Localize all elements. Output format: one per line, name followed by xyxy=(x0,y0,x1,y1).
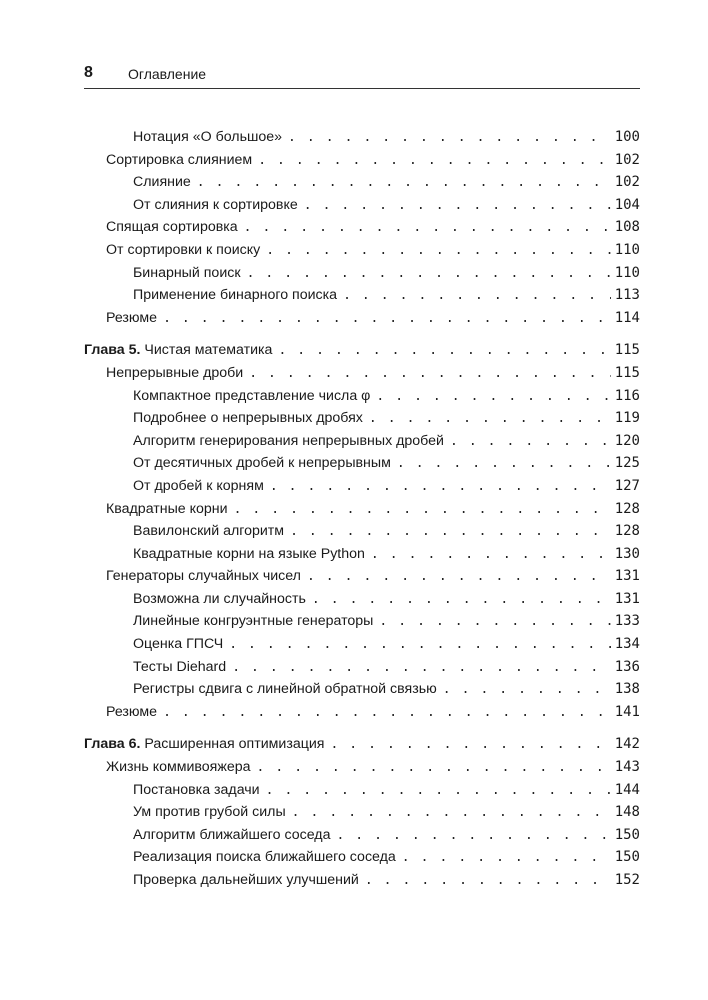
toc-page-number: 138 xyxy=(614,681,640,698)
toc-entry-label: Резюме xyxy=(106,703,158,720)
toc-page-number: 119 xyxy=(614,410,640,427)
toc-entry-label: Жизнь коммивояжера xyxy=(106,759,251,776)
toc-entry[interactable] xyxy=(84,362,640,385)
page-number: 8 xyxy=(84,64,93,81)
dot-leader xyxy=(290,521,611,544)
toc-page-number: 110 xyxy=(614,241,640,258)
toc-entry[interactable] xyxy=(84,678,640,701)
dot-leader xyxy=(379,611,610,634)
chapter-number: Глава 6. xyxy=(84,736,141,753)
toc-entry-title xyxy=(133,633,223,656)
toc-entry[interactable] xyxy=(84,779,640,802)
toc-entry[interactable] xyxy=(84,430,640,453)
toc-entry[interactable] xyxy=(84,846,640,869)
dot-leader xyxy=(258,150,611,173)
toc-page-number: 136 xyxy=(614,658,640,675)
toc-entry-title xyxy=(106,149,252,172)
toc-entry-label: От дробей к корням xyxy=(133,477,264,494)
toc-entry-label: Непрерывные дроби xyxy=(106,364,244,381)
toc-entry-label: Компактное представление числа φ xyxy=(133,387,371,404)
toc-entry-title xyxy=(133,824,330,847)
toc-entry[interactable] xyxy=(84,756,640,779)
toc-entry[interactable] xyxy=(84,520,640,543)
toc-page-number: 127 xyxy=(614,477,640,494)
toc-entry-label: Спящая сортировка xyxy=(106,219,238,236)
toc-page-number: 150 xyxy=(614,849,640,866)
toc-page-number: 144 xyxy=(614,781,640,798)
toc-entry-label: Резюме xyxy=(106,309,158,326)
toc-page-number: 115 xyxy=(614,342,640,359)
dot-leader xyxy=(288,127,611,150)
toc-entry[interactable] xyxy=(84,610,640,633)
toc-entry-title xyxy=(133,869,359,892)
dot-leader xyxy=(450,431,611,454)
dot-leader xyxy=(307,566,611,589)
toc-page-number: 150 xyxy=(614,826,640,843)
toc-page-number: 110 xyxy=(614,264,640,281)
toc-entry-title xyxy=(133,588,306,611)
toc-entry-label: Тесты Diehard xyxy=(133,658,227,675)
toc-entry[interactable] xyxy=(84,543,640,566)
toc-entry-label: От слияния к сортировке xyxy=(133,196,298,213)
toc-entry-title xyxy=(133,846,396,869)
toc-entry-label: Квадратные корни на языке Python xyxy=(133,545,365,562)
dot-leader xyxy=(197,172,611,195)
chapter-number: Глава 5. xyxy=(84,342,141,359)
toc-entry-label: Расширенная оптимизация xyxy=(144,736,325,753)
dot-leader xyxy=(312,589,611,612)
toc-page-number: 128 xyxy=(614,500,640,517)
toc-entry-label: Вавилонский алгоритм xyxy=(133,523,285,540)
toc-entry-title xyxy=(106,307,157,330)
toc-page-number: 141 xyxy=(614,703,640,720)
toc-entry[interactable] xyxy=(84,565,640,588)
dot-leader xyxy=(234,499,611,522)
toc-entry[interactable] xyxy=(84,701,640,724)
toc-entry-title xyxy=(133,801,286,824)
toc-entry-label: Постановка задачи xyxy=(133,781,260,798)
toc-entry[interactable] xyxy=(84,407,640,430)
toc-entry-title xyxy=(133,385,370,408)
toc-entry[interactable] xyxy=(84,307,640,330)
toc-entry-label: Реализация поиска ближайшего соседа xyxy=(133,849,396,866)
toc-entry-title xyxy=(133,126,282,149)
toc-entry[interactable] xyxy=(84,385,640,408)
toc-entry-label: Алгоритм генерирования непрерывных дробей xyxy=(133,432,444,449)
toc-page-number: 143 xyxy=(614,759,640,776)
toc-page-number: 133 xyxy=(614,613,640,630)
toc-page-number: 115 xyxy=(614,364,640,381)
toc-entry-title xyxy=(133,678,437,701)
dot-leader xyxy=(330,734,610,757)
toc-entry[interactable] xyxy=(84,149,640,172)
toc-page-number: 120 xyxy=(614,432,640,449)
toc-entry-label: От десятичных дробей к непрерывным xyxy=(133,455,391,472)
dot-leader xyxy=(304,195,611,218)
dot-leader xyxy=(278,340,610,363)
toc-entry[interactable] xyxy=(84,194,640,217)
toc-page-number: 113 xyxy=(614,287,640,304)
toc-entry[interactable] xyxy=(84,801,640,824)
dot-leader xyxy=(270,476,611,499)
toc-entry[interactable] xyxy=(84,475,640,498)
toc-entry-title xyxy=(84,339,272,362)
toc-entry[interactable] xyxy=(84,656,640,679)
running-title: Оглавление xyxy=(128,66,207,82)
toc-entry-title xyxy=(133,543,365,566)
toc-entry[interactable] xyxy=(84,126,640,149)
toc-entry-label: От сортировки к поиску xyxy=(106,241,261,258)
dot-leader xyxy=(229,634,611,657)
toc-entry-label: Линейные конгруэнтные генераторы xyxy=(133,613,374,630)
dot-leader xyxy=(402,847,611,870)
toc-entry-title xyxy=(133,171,191,194)
toc-page-number: 102 xyxy=(614,174,640,191)
toc-entry-label: Чистая математика xyxy=(144,342,273,359)
toc-entry-title xyxy=(133,779,260,802)
toc-entry-title xyxy=(106,701,157,724)
toc-entry-label: Нотация «О большое» xyxy=(133,129,283,145)
toc-entry-label: Генераторы случайных чисел xyxy=(106,568,301,585)
toc-entry[interactable] xyxy=(84,452,640,475)
dot-leader xyxy=(266,240,610,263)
toc-entry-label: Ум против грубой силы xyxy=(133,804,286,821)
toc-page-number: 148 xyxy=(614,804,640,821)
dot-leader xyxy=(369,408,611,431)
toc-entry-title xyxy=(106,362,243,385)
toc-page-number: 100 xyxy=(614,129,640,145)
toc-page-number: 128 xyxy=(614,523,640,540)
toc-page-number: 102 xyxy=(614,151,640,168)
toc-entry-title xyxy=(106,216,238,239)
page-header xyxy=(84,62,640,89)
dot-leader xyxy=(336,825,610,848)
toc-entry[interactable] xyxy=(84,824,640,847)
toc-entry-label: Бинарный поиск xyxy=(133,264,241,281)
dot-leader xyxy=(244,217,611,240)
dot-leader xyxy=(292,802,611,825)
toc-entry[interactable] xyxy=(84,588,640,611)
toc-entry-label: Применение бинарного поиска xyxy=(133,287,338,304)
dot-leader xyxy=(163,702,611,725)
toc-entry[interactable] xyxy=(84,262,640,285)
toc-entry[interactable] xyxy=(84,216,640,239)
toc-entry-title xyxy=(133,262,241,285)
toc-page-number: 142 xyxy=(614,736,640,753)
dot-leader xyxy=(266,780,611,803)
dot-leader xyxy=(443,679,611,702)
toc-entry-label: Слияние xyxy=(133,174,191,191)
toc-page-number: 114 xyxy=(614,309,640,326)
toc-entry-label: Сортировка слиянием xyxy=(106,151,253,168)
toc-entry[interactable] xyxy=(84,498,640,521)
dot-leader xyxy=(163,308,611,331)
toc-entry-label: Возможна ли случайность xyxy=(133,590,306,607)
toc-entry-title xyxy=(106,756,251,779)
toc-entry-label: Подробнее о непрерывных дробях xyxy=(133,410,363,427)
toc-entry-title xyxy=(84,733,324,756)
toc-entry-title xyxy=(133,610,373,633)
dot-leader xyxy=(371,544,611,567)
toc-entry[interactable] xyxy=(84,869,640,892)
toc-chapter-entry[interactable] xyxy=(84,733,640,756)
dot-leader xyxy=(376,386,610,409)
dot-leader xyxy=(247,263,611,286)
toc-entry[interactable] xyxy=(84,239,640,262)
toc-entry-label: Регистры сдвига с линейной обратной связью xyxy=(133,681,437,698)
table-of-contents xyxy=(84,126,640,892)
dot-leader xyxy=(232,657,611,680)
toc-page-number: 125 xyxy=(614,455,640,472)
toc-entry-title xyxy=(133,194,298,217)
toc-page-number: 134 xyxy=(614,636,640,653)
toc-page-number: 104 xyxy=(614,196,640,213)
toc-entry-title xyxy=(133,407,363,430)
dot-leader xyxy=(365,870,611,893)
toc-entry[interactable] xyxy=(84,633,640,656)
toc-entry-title xyxy=(106,239,260,262)
toc-entry-title xyxy=(106,565,301,588)
dot-leader xyxy=(343,285,611,308)
toc-entry-label: Квадратные корни xyxy=(106,500,228,517)
toc-entry-title xyxy=(133,656,226,679)
toc-entry[interactable] xyxy=(84,284,640,307)
toc-entry-label: Алгоритм ближайшего соседа xyxy=(133,826,331,843)
toc-page-number: 130 xyxy=(614,545,640,562)
toc-entry-title xyxy=(133,475,264,498)
toc-entry-title xyxy=(133,284,337,307)
toc-entry-title xyxy=(106,498,228,521)
toc-page-number: 108 xyxy=(614,219,640,236)
toc-page-number: 116 xyxy=(614,387,640,404)
dot-leader xyxy=(257,757,611,780)
toc-chapter-entry[interactable] xyxy=(84,339,640,362)
toc-entry-label: Проверка дальнейших улучшений xyxy=(133,872,359,888)
toc-page-number: 152 xyxy=(614,872,640,888)
toc-page-number: 131 xyxy=(614,568,640,585)
dot-leader xyxy=(249,363,611,386)
toc-entry[interactable] xyxy=(84,171,640,194)
toc-entry-title xyxy=(133,452,391,475)
dot-leader xyxy=(397,453,611,476)
toc-page-number: 131 xyxy=(614,590,640,607)
toc-entry-label: Оценка ГПСЧ xyxy=(133,636,224,653)
toc-entry-title xyxy=(133,430,444,453)
toc-entry-title xyxy=(133,520,284,543)
